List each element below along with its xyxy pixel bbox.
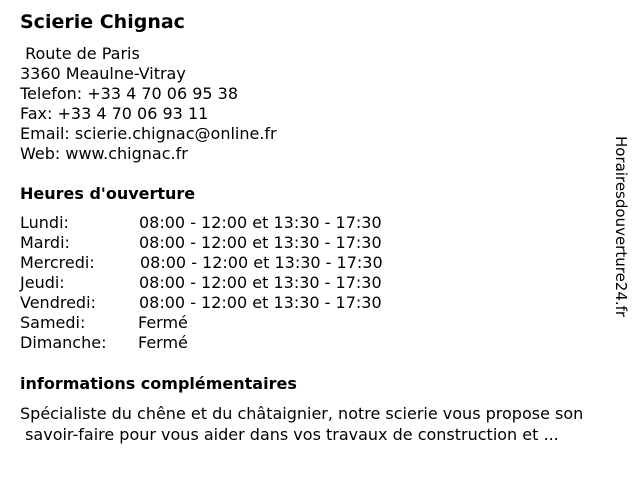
web-line[interactable]: Web: www.chignac.fr — [20, 144, 188, 163]
hours-day: Mercredi: — [20, 253, 95, 272]
hours-table — [20, 213, 440, 353]
hours-day: Mardi: — [20, 233, 70, 252]
hours-day: Samedi: — [20, 313, 86, 332]
hours-time: Fermé — [138, 333, 188, 352]
hours-row — [20, 253, 440, 273]
hours-row — [20, 233, 440, 253]
hours-time: 08:00 - 12:00 et 13:30 - 17:30 — [139, 233, 382, 252]
hours-day: Lundi: — [20, 213, 69, 232]
hours-heading: Heures d'ouverture — [20, 184, 196, 203]
watermark-text: Horairesdouverture24.fr — [612, 136, 630, 318]
info-text — [20, 403, 583, 445]
watermark-vertical — [612, 136, 630, 346]
hours-day: Dimanche: — [20, 333, 107, 352]
hours-row — [20, 293, 440, 313]
hours-row — [20, 213, 440, 233]
address-city: 3360 Meaulne-Vitray — [20, 64, 186, 83]
business-name: Scierie Chignac — [20, 11, 185, 33]
contact-block — [20, 44, 277, 164]
hours-day: Jeudi: — [20, 273, 65, 292]
phone-line[interactable]: Telefon: +33 4 70 06 95 38 — [20, 84, 239, 103]
address-street: Route de Paris — [20, 44, 140, 63]
info-heading: informations complémentaires — [20, 374, 297, 393]
hours-time: Fermé — [138, 313, 188, 332]
hours-row — [20, 333, 440, 353]
info-line: savoir-faire pour vous aider dans vos travaux de construction et ... — [20, 425, 559, 444]
hours-row — [20, 273, 440, 293]
email-line[interactable]: Email: scierie.chignac@online.fr — [20, 124, 277, 143]
hours-time: 08:00 - 12:00 et 13:30 - 17:30 — [139, 293, 382, 312]
hours-day: Vendredi: — [20, 293, 96, 312]
hours-time: 08:00 - 12:00 et 13:30 - 17:30 — [139, 273, 382, 292]
fax-line: Fax: +33 4 70 06 93 11 — [20, 104, 209, 123]
info-line: Spécialiste du chêne et du châtaignier, notre scierie vous propose son — [20, 404, 584, 423]
hours-row — [20, 313, 440, 333]
hours-time: 08:00 - 12:00 et 13:30 - 17:30 — [139, 213, 382, 232]
hours-time: 08:00 - 12:00 et 13:30 - 17:30 — [140, 253, 383, 272]
